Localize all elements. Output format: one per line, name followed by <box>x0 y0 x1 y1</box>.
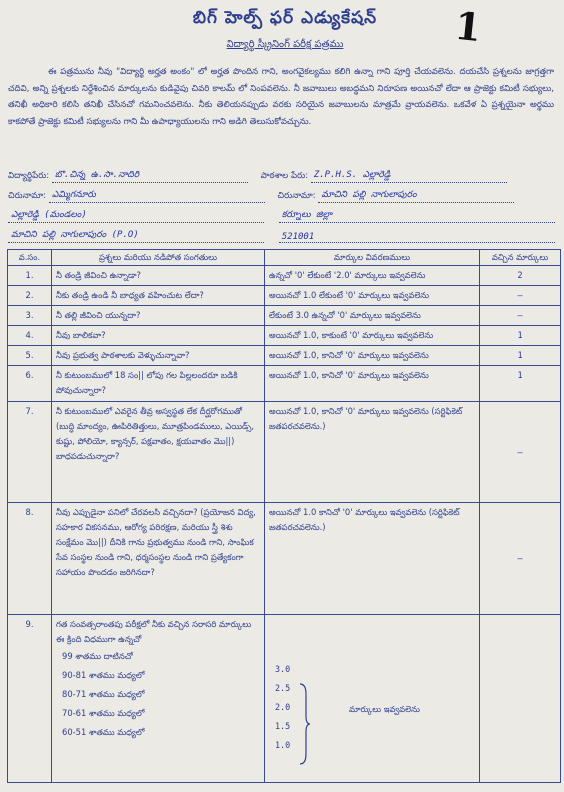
table-row <box>8 402 561 503</box>
row-question: నీ తండ్రి జీవించి ఉన్నాడా? <box>52 266 265 286</box>
score-value: 3.0 <box>275 664 291 674</box>
header-question: ప్రశ్నలు మరియు నడిపోత సంగతులు <box>52 250 265 266</box>
row-number: 9. <box>8 615 52 783</box>
row-mark-field[interactable]: — <box>480 306 561 326</box>
table-row <box>8 615 561 783</box>
row-marks-detail: అయినచో 1.0, కానిచో '0' మార్కులు ఇవ్వవలెను (సర్టిఫికెట్ జతపరచవలెను.) <box>265 402 480 503</box>
score-value: 2.0 <box>275 702 291 712</box>
percent-range-item: 60-51 శాతము మధ్యలో <box>62 727 145 737</box>
header-sno: వ.సం. <box>8 250 52 266</box>
row-mark-field[interactable]: 1 <box>480 346 561 366</box>
form-subtitle: విద్యార్థి స్క్రీనింగ్ పరీక్ష పత్రము <box>226 39 344 50</box>
row-question: నీవు ప్రభుత్వ పాఠశాలకు వెళ్ళుచున్నావా? <box>52 346 265 366</box>
table-row <box>8 306 561 326</box>
row-marks-detail: మార్కులు ఇవ్వవలెను <box>349 704 420 714</box>
row-mark-field[interactable]: — <box>480 286 561 306</box>
row-number: 3. <box>8 306 52 326</box>
header-marks-detail: మార్కుల వివరణములు <box>265 250 480 266</box>
instructions-paragraph: ఈ పత్రమును నీవు "విద్యార్థి అర్హత అంకం" లో అర్హత పొందిన గాని, అంగవైకల్యము కలిగి ఉన్నా గాని పూర్తి చేయవలెను. దయచేసి ప్రశ్నలను జాగ్రత్తగా చదివి, అన్ని ప్రశ్నలకు నిర్దేశించిన మార్కులను కుడివైపు చివరి కాలమ్ లో నింపవలెను. నీ జవాబులు అబద్ధమని నిరూపణ అయినచో లేదా ఆ ప్రాజెక్టు కమిటీ సభ్యులు, తనిఖీ అధికారి కలిసి తనిఖీ చేసినచో గమనించవలెను. నీకు తెలియనప్పుడు వరకు సరియైన జవాబులను మాత్రమే వ్రాయవలెను. ఒకవేళ ఏ ప్రశ్నయైనా అర్థము కాకపోతే ప్రాజెక్టు కమిటీ సభ్యులను గాని మీ ఉపాధ్యాయులను గాని అడిగి తెలుసుకోవచ్చును. <box>8 67 554 127</box>
row-mark-field[interactable]: — <box>480 402 561 503</box>
pincode-field[interactable]: 521001 <box>279 232 555 243</box>
row-marks-detail: ఉన్నచో '0' లేకుంటే '2.0' మార్కులు ఇవ్వవలెను <box>265 266 480 286</box>
row-mark-field[interactable] <box>480 615 561 783</box>
row-marks-detail: అయినచో 1.0, కానిచో '0' మార్కులు ఇవ్వవలెను <box>265 366 480 402</box>
row-marks-detail: అయినచో 1.0, కానిచో '0' మార్కులు ఇవ్వవలెను <box>265 346 480 366</box>
score-value: 1.0 <box>275 740 291 750</box>
row-number: 4. <box>8 326 52 346</box>
row-mark-field[interactable]: 1 <box>480 366 561 402</box>
table-row <box>8 326 561 346</box>
row-marks-detail: అయినచో 1.0 కానిచో '0' మార్కులు ఇవ్వవలెను (సర్టిఫికెట్ జతపరచవలెను.) <box>265 503 480 615</box>
post-office-field[interactable]: మాచిని పల్లి నాగులాపురం (P.O) <box>8 230 264 243</box>
row-marks-detail: అయినచో 1.0 లేకుంటే '0' మార్కులు ఇవ్వవలెను <box>265 286 480 306</box>
screening-table <box>7 249 561 783</box>
percent-range-item: 90-81 శాతము మధ్యలో <box>62 670 145 680</box>
row-question: నీ కుటుంబములో ఎవరైన తీవ్ర అస్వస్థత లేక దీర్ఘరోగముతో (బుద్ధి మాంద్యం, ఊపిరితిత్తులు, మూత్రపిండములు, ఎయిడ్స్, కుష్టు, పోలియో, క్యాన్సర్, పక్షవాతం, క్షయవాతం మొ||) బాధపడుచున్నారా? <box>52 402 265 503</box>
row-number: 5. <box>8 346 52 366</box>
header-marks-given: వచ్చిన మార్కులు <box>480 250 561 266</box>
row-number: 8. <box>8 503 52 615</box>
row-question: నీవు బాలికవా? <box>52 326 265 346</box>
handwritten-page-number: 1 <box>452 2 484 51</box>
row-number: 6. <box>8 366 52 402</box>
score-value: 2.5 <box>275 683 291 693</box>
row-marks-detail-9 <box>265 615 480 783</box>
form-title: బిగ్ హెల్ప్ ఫర్ ఎడ్యుకేషన్ <box>192 8 378 28</box>
row-marks-detail: లేకుంటే 3.0 ఉన్నచో '0' మార్కులు ఇవ్వవలెను <box>265 306 480 326</box>
table-header-row <box>8 250 561 266</box>
student-name-field[interactable]: బొ.చిన్న ఉ.సా.నాదిరి <box>52 170 248 183</box>
field-row-address: చిరునామా: ఎమ్మిగనూరు చిరునామా: మాచిని పల్లి నాగులాపురం <box>8 190 514 203</box>
row-marks-detail: అయినచో 1.0, కాకుంటే '0' మార్కులు ఇవ్వవలెను <box>265 326 480 346</box>
district-field[interactable]: కర్నూలు జిల్లా <box>279 210 555 223</box>
field-row-name: విద్యార్థిపేరు: బొ.చిన్న ఉ.సా.నాదిరి పాఠశాల పేరు: Z.P.H.S. ఎల్లారెడ్డి <box>8 170 507 183</box>
school-name-field[interactable]: Z.P.H.S. ఎల్లారెడ్డి <box>311 170 507 183</box>
curly-brace <box>298 682 310 766</box>
student-name-label: విద్యార్థిపేరు <box>8 171 47 181</box>
table-row <box>8 286 561 306</box>
row-question: నీవు ఎప్పుడైనా పనిలో చేరవలసి వచ్చినదా? (ప్రయోజన విద్య, సహకార వికసనము, ఆరోగ్య పరిరక్షణ, మరియు స్త్రీ శిశు సంక్షేమం మొ||) దీనికి గాను ప్రభుత్వము నుండి గాని, సాంఘిక సేవ సంస్థల నుండి గాని, ధర్మసంస్థల నుండి గాని ప్రత్యేకంగా సహాయం పొందడం జరిగినదా? <box>52 503 265 615</box>
table-row <box>8 503 561 615</box>
row-question-9 <box>52 615 265 783</box>
school-name-label: పాఠశాల పేరు <box>260 171 306 181</box>
score-value: 1.5 <box>275 721 291 731</box>
mandal-field[interactable]: ఎల్లారెడ్డి (మండలం) <box>8 210 264 223</box>
row-number: 2. <box>8 286 52 306</box>
row-mark-field[interactable]: 1 <box>480 326 561 346</box>
table-row <box>8 266 561 286</box>
field-row-post <box>8 230 555 243</box>
percent-range-item: 80-71 శాతము మధ్యలో <box>62 689 145 699</box>
row-question: నీకు తండ్రి ఉండి నీ బాధ్యత వహించుట లేదా? <box>52 286 265 306</box>
class-field[interactable]: ఎమ్మిగనూరు <box>49 190 265 203</box>
field-row-district <box>8 210 555 223</box>
row-number: 7. <box>8 402 52 503</box>
row-mark-field[interactable]: — <box>480 503 561 615</box>
row-mark-field[interactable]: 2 <box>480 266 561 286</box>
address-field[interactable]: మాచిని పల్లి నాగులాపురం <box>318 190 514 203</box>
row-question: నీ కుటుంబములో 18 సం|| లోపు గల పిల్లలందరూ బడికి పోవుచున్నారా? <box>52 366 265 402</box>
class-label: చిరునామా <box>8 191 44 201</box>
percent-range-item: 70-61 శాతము మధ్యలో <box>62 708 145 718</box>
row-question: గత సంవత్సరాంతపు పరీక్షలో నీకు వచ్చిన సరాసరి మార్కులు ఈ క్రింది విధముగా ఉన్నచో <box>56 619 252 644</box>
table-row <box>8 366 561 402</box>
address-label: చిరునామా <box>277 191 313 201</box>
row-question: నీ తల్లి జీవించి యున్నదా? <box>52 306 265 326</box>
percent-range-item: 99 శాతము దాటినచో <box>62 651 133 661</box>
table-row <box>8 346 561 366</box>
row-number: 1. <box>8 266 52 286</box>
